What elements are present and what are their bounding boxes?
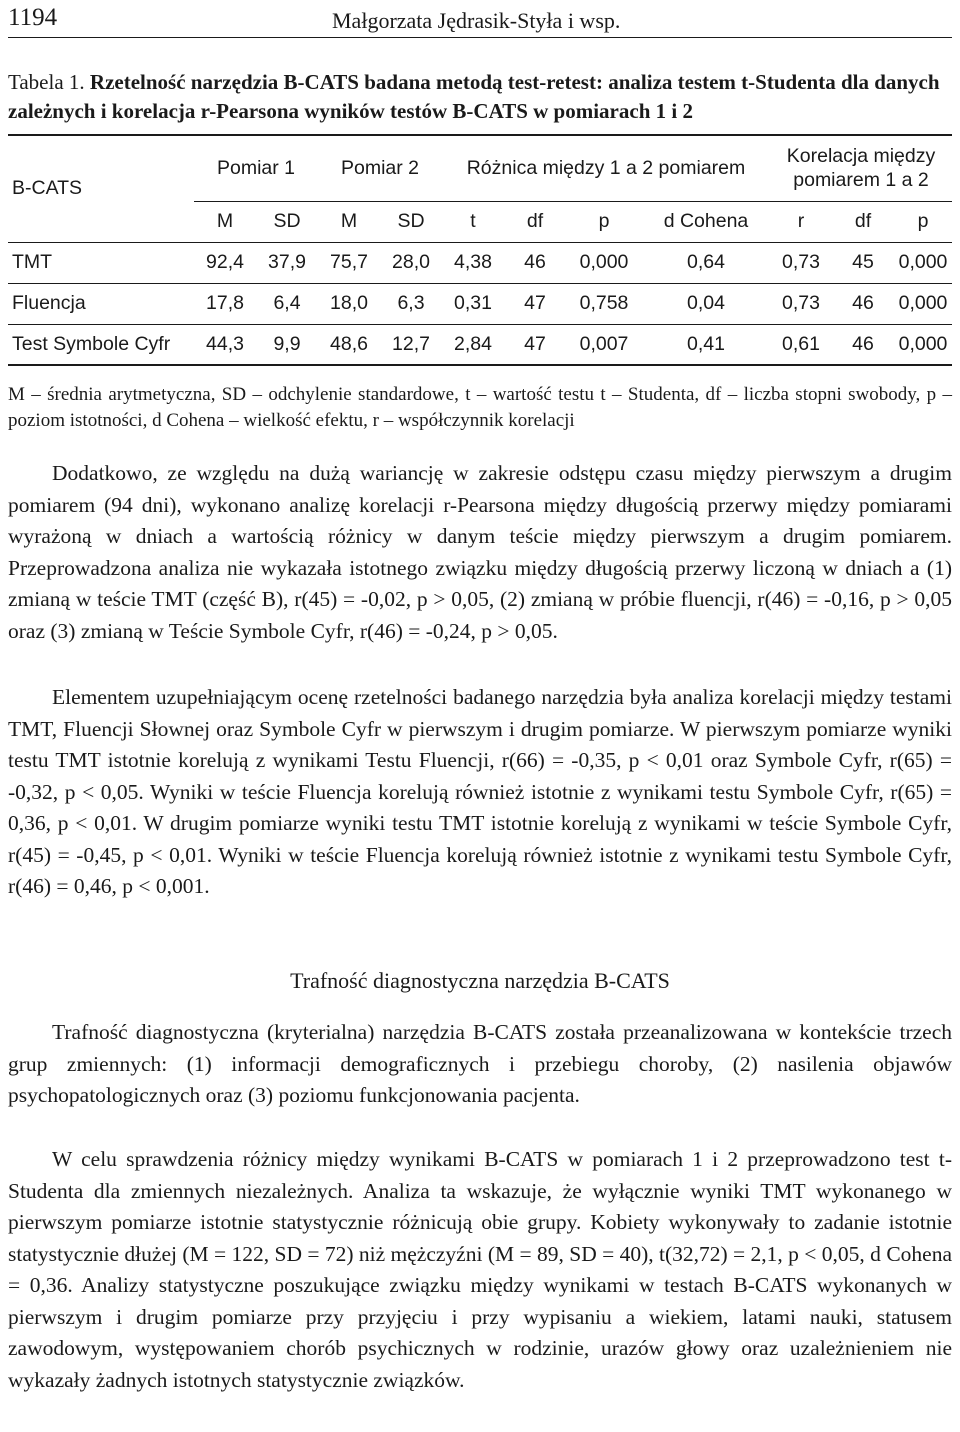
table-cell: 0,007 — [566, 324, 642, 365]
table-cell: 28,0 — [380, 242, 442, 283]
group-header: Pomiar 1 — [194, 135, 318, 201]
row-label: Fluencja — [8, 283, 194, 324]
table-cell: 18,0 — [318, 283, 380, 324]
table-cell: 47 — [504, 324, 566, 365]
subheader: df — [832, 201, 894, 242]
group-header: Różnica między 1 a 2 pomiarem — [442, 135, 770, 201]
table-label: Tabela 1. — [8, 70, 85, 94]
table-cell: 17,8 — [194, 283, 256, 324]
table-cell: 45 — [832, 242, 894, 283]
table-cell: 0,64 — [642, 242, 770, 283]
table-cell: 0,04 — [642, 283, 770, 324]
table-cell: 37,9 — [256, 242, 318, 283]
running-header — [8, 4, 952, 38]
table-cell: 0,758 — [566, 283, 642, 324]
subheader: r — [770, 201, 832, 242]
results-table — [8, 134, 952, 366]
subheader: M — [318, 201, 380, 242]
table-row — [8, 242, 952, 283]
body-paragraph: Elementem uzupełniającym ocenę rzetelności badanego narzędzia była analiza korelacji między testami TMT, Fluencji Słownej oraz Symbole Cyfr w pierwszym i drugim pomiarze. W pierwszym pomiarze wyniki testu TMT istotnie korelują z wynikami Testu Fluencji, r(66) = -0,35, p < 0,01 oraz Symbole Cyfr, r(65) = -0,32, p < 0,05. Wyniki w teście Fluencja korelują również istotnie z wynikami testu Symbole Cyfr, r(65) = 0,36, p < 0,01. W drugim pomiarze wyniki testu TMT istotnie korelują z wynikami w teście Symbole Cyfr, r(45) = -0,45, p < 0,01. Wyniki w teście Fluencja korelują również istotnie z wynikami testu Symbole Cyfr, r(46) = 0,46, p < 0,001. — [8, 685, 952, 898]
body-paragraph: W celu sprawdzenia różnicy między wynikami B-CATS w pomiarach 1 i 2 przeprowadzono test t-Studenta dla zmiennych niezależnych. Analiza ta wskazuje, że wyłącznie wyniki TMT wykonanego w pierwszym pomiarze istotnie statystycznie różnicują obie grupy. Kobiety wykonywały to zadanie istotnie statystycznie dłużej (M = 122, SD = 72) niż mężczyźni (M = 89, SD = 40), t(32,72) = 2,1, p < 0,05, d Cohena = 0,36. Analizy statystyczne poszukujące związku między wynikami w testach B-CATS wykonanych w pierwszym i drugim pomiarze przy przyjęciu i przy wypisaniu a wiekiem, latami nauki, statusem zawodowym, występowaniem chorób psychicznych w rodzinie, urazów głowy oraz uzależnieniem nie wykazały żadnych istotnych statystycznie związków. — [8, 1147, 952, 1392]
group-header — [770, 135, 952, 201]
subheader: p — [566, 201, 642, 242]
table-cell: 2,84 — [442, 324, 504, 365]
group-header-label: Korelacja między pomiarem 1 a 2 — [786, 145, 936, 192]
table-cell: 4,38 — [442, 242, 504, 283]
table-cell: 46 — [832, 324, 894, 365]
table-cell: 47 — [504, 283, 566, 324]
table-cell: 0,000 — [894, 324, 952, 365]
subheader: M — [194, 201, 256, 242]
table-cell: 0,73 — [770, 283, 832, 324]
table-cell: 44,3 — [194, 324, 256, 365]
table-title: Rzetelność narzędzia B-CATS badana metodą test-retest: analiza testem t-Studenta dla danych zależnych i korelacja r-Pearsona wyników testów B-CATS w pomiarach 1 i 2 — [8, 70, 940, 123]
table-cell: 0,41 — [642, 324, 770, 365]
subheader: d Cohena — [642, 201, 770, 242]
table-row — [8, 324, 952, 365]
table-cell: 6,3 — [380, 283, 442, 324]
row-label: Test Symbole Cyfr — [8, 324, 194, 365]
table-cell: 0,000 — [566, 242, 642, 283]
table-cell: 46 — [832, 283, 894, 324]
body-paragraph: Trafność diagnostyczna (kryterialna) narzędzia B-CATS została przeanalizowana w kontekście trzech grup zmiennych: (1) informacji demograficznych i przebiegu choroby, (2) nasilenia objawów psychopatologicznych oraz (3) poziomu funkcjonowania pacjenta. — [8, 1020, 952, 1107]
subheader: df — [504, 201, 566, 242]
table-cell: 6,4 — [256, 283, 318, 324]
subheader: SD — [380, 201, 442, 242]
table-cell: 46 — [504, 242, 566, 283]
group-header: Pomiar 2 — [318, 135, 442, 201]
table-header-row — [8, 135, 952, 201]
page-number: 1194 — [8, 4, 58, 31]
table-cell: 9,9 — [256, 324, 318, 365]
table-cell: 12,7 — [380, 324, 442, 365]
table-cell: 0,000 — [894, 283, 952, 324]
table-row — [8, 283, 952, 324]
row-label: TMT — [8, 242, 194, 283]
subheader: p — [894, 201, 952, 242]
table-corner: B-CATS — [8, 135, 194, 242]
table-caption — [8, 68, 952, 126]
running-authors: Małgorzata Jędrasik-Styła i wsp. — [332, 8, 621, 33]
subheader: SD — [256, 201, 318, 242]
table-cell: 48,6 — [318, 324, 380, 365]
table-cell: 75,7 — [318, 242, 380, 283]
body-paragraph: Dodatkowo, ze względu na dużą wariancję w zakresie odstępu czasu między pierwszym a drugim pomiarem (94 dni), wykonano analizę korelacji r-Pearsona między długością przerwy między pomiarami wyrażoną w dniach a wartością różnicy w danym teście między pierwszym a drugim pomiarem. Przeprowadzona analiza nie wykazała istotnego związku między długością przerwy liczoną w dniach a (1) zmianą w teście TMT (część B), r(45) = -0,02, p > 0,05, (2) zmianą w próbie fluencji, r(46) = -0,16, p > 0,05 oraz (3) zmianą w Teście Symbole Cyfr, r(46) = -0,24, p > 0,05. — [8, 461, 952, 643]
subheader: t — [442, 201, 504, 242]
table-cell: 0,31 — [442, 283, 504, 324]
table-cell: 0,000 — [894, 242, 952, 283]
section-heading: Trafność diagnostyczna narzędzia B-CATS — [290, 968, 670, 993]
table-cell: 0,61 — [770, 324, 832, 365]
table-cell: 0,73 — [770, 242, 832, 283]
table-note: M – średnia arytmetyczna, SD – odchylenie standardowe, t – wartość testu t – Studenta, df – liczba stopni swobody, p – poziom istotności, d Cohena – wielkość efektu, r – współczynnik korelacji — [8, 384, 952, 431]
table-cell: 92,4 — [194, 242, 256, 283]
